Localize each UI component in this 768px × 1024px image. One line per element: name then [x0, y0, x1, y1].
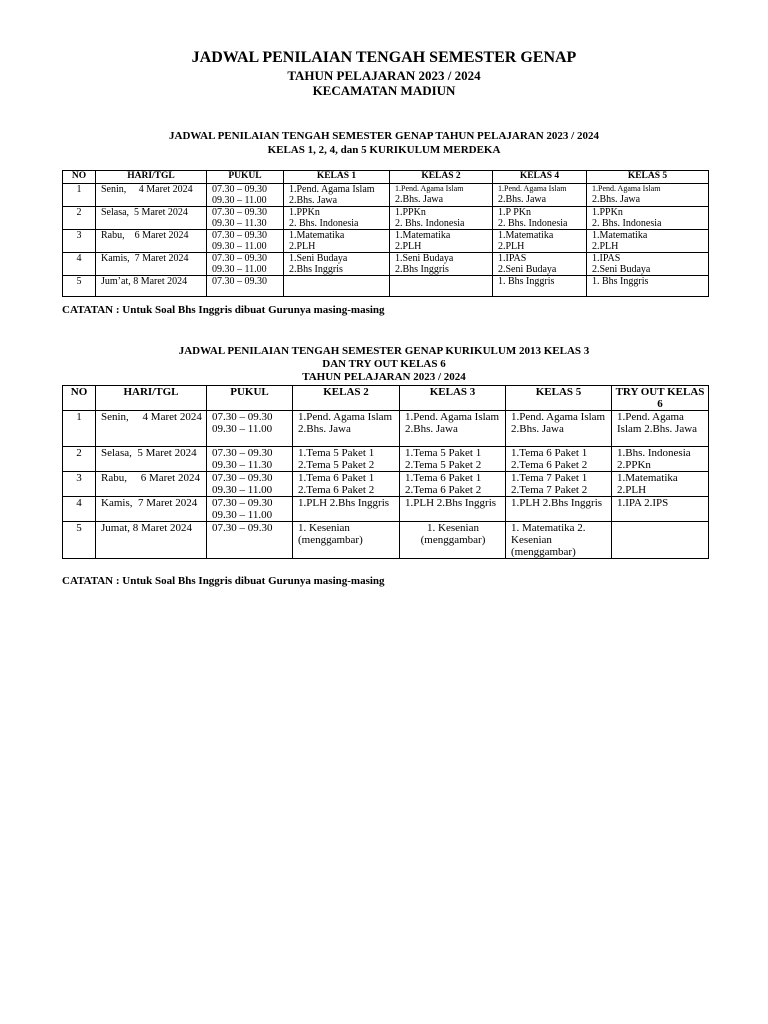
cell-subject-k5: 1.Tema 6 Paket 1 2.Tema 6 Paket 2 — [506, 447, 612, 472]
cell-subject-k3: 1.PLH 2.Bhs Inggris — [400, 497, 506, 522]
cell-no: 2 — [63, 207, 96, 230]
time-start: 07.30 – 09.30 — [212, 253, 267, 264]
cell-subject-k2 — [390, 253, 493, 276]
subject-line: 2.PLH — [498, 241, 525, 252]
section1-note: CATATAN : Untuk Soal Bhs Inggris dibuat Gurunya masing-masing — [62, 304, 385, 316]
cell-subject-k2: 1.Tema 6 Paket 1 2.Tema 6 Paket 2 — [293, 472, 400, 497]
column-header: KELAS 2 — [390, 171, 493, 184]
time-start: 07.30 – 09.30 — [212, 230, 267, 241]
time-next: 09.30 – 11.00 — [212, 241, 267, 252]
subject-line: 2. Bhs. Indonesia — [498, 218, 568, 229]
cell-subject-k5 — [587, 230, 709, 253]
cell-subject-k4 — [493, 230, 587, 253]
subject-line: 1.IPAS — [592, 253, 621, 264]
cell-time — [207, 184, 284, 207]
cell-day: Selasa, 5 Maret 2024 — [96, 447, 207, 472]
subject-line: 1.Seni Budaya — [289, 253, 348, 264]
subject-line: 2.Seni Budaya — [498, 264, 557, 275]
column-header: PUKUL — [207, 386, 293, 411]
subject-line: 2. Bhs. Indonesia — [289, 218, 359, 229]
cell-subject-k2 — [390, 230, 493, 253]
cell-subject-k2 — [390, 207, 493, 230]
column-header: KELAS 4 — [493, 171, 587, 184]
time-start: 07.30 – 09.30 — [212, 522, 273, 534]
cell-day: Selasa, 5 Maret 2024 — [96, 207, 207, 230]
time-start: 07.30 – 09.30 — [212, 472, 273, 484]
subject-line: 2.Bhs. Jawa — [498, 194, 547, 205]
time-start: 07.30 – 09.30 — [212, 276, 267, 287]
cell-subject-k5 — [587, 207, 709, 230]
column-header: TRY OUT KELAS 6 — [612, 386, 709, 411]
cell-time — [207, 230, 284, 253]
subject-line: 1.Pend. Agama Islam — [498, 184, 567, 193]
cell-no: 3 — [63, 230, 96, 253]
subject-line: 2.PLH — [289, 241, 316, 252]
table-row — [63, 472, 709, 497]
column-header: NO — [63, 386, 96, 411]
subject-line: 1.Seni Budaya — [395, 253, 454, 264]
cell-subject-k3: 1.Pend. Agama Islam 2.Bhs. Jawa — [400, 411, 506, 447]
subject-line: 1. Bhs Inggris — [592, 276, 649, 287]
subject-line: 1.Matematika — [395, 230, 451, 241]
cell-no: 4 — [63, 497, 96, 522]
subject-line: 2.Bhs Inggris — [289, 264, 343, 275]
cell-subject-k1 — [284, 230, 390, 253]
cell-subject-k5: 1.PLH 2.Bhs Inggris — [506, 497, 612, 522]
cell-no: 3 — [63, 472, 96, 497]
cell-subject-k1 — [284, 276, 390, 297]
table-row — [63, 497, 709, 522]
cell-subject-k6: 1.Matematika 2.PLH — [612, 472, 709, 497]
subject-line: 1.Matematika — [289, 230, 345, 241]
subject-line: 1.PPKn — [289, 207, 320, 218]
cell-day: Rabu, 6 Maret 2024 — [96, 230, 207, 253]
cell-subject-k6 — [612, 522, 709, 559]
cell-subject-k1 — [284, 184, 390, 207]
subject-line: 1.Matematika — [592, 230, 648, 241]
subject-line: 1.Pend. Agama Islam — [289, 184, 375, 195]
cell-subject-k6: 1.Pend. Agama Islam 2.Bhs. Jawa — [612, 411, 709, 447]
section2-title: JADWAL PENILAIAN TENGAH SEMESTER GENAP KURIKULUM 2013 KELAS 3 — [178, 345, 590, 357]
column-header: NO — [63, 171, 96, 184]
cell-subject-k4 — [493, 276, 587, 297]
column-header: HARI/TGL — [96, 171, 207, 184]
cell-day: Kamis, 7 Maret 2024 — [96, 497, 207, 522]
subject-line: 2.PLH — [395, 241, 422, 252]
subject-line: 1.Pend. Agama Islam — [395, 184, 464, 193]
section2-note: CATATAN : Untuk Soal Bhs Inggris dibuat Gurunya masing-masing — [62, 575, 385, 587]
cell-subject-k6: 1.IPA 2.IPS — [612, 497, 709, 522]
table-row — [63, 253, 709, 276]
cell-subject-k4 — [493, 207, 587, 230]
time-next: 09.30 – 11.00 — [212, 264, 267, 275]
time-next: 09.30 – 11.30 — [212, 218, 267, 229]
cell-subject-k5 — [587, 184, 709, 207]
subject-line: 1. Bhs Inggris — [498, 276, 555, 287]
table-row — [63, 447, 709, 472]
cell-no: 2 — [63, 447, 96, 472]
subject-line: 1.PPKn — [592, 207, 623, 218]
table-header-row — [63, 171, 709, 184]
column-header: KELAS 5 — [587, 171, 709, 184]
time-next: 09.30 – 11.00 — [212, 423, 273, 435]
time-next: 09.30 – 11.00 — [212, 195, 267, 206]
subject-line: 2.Bhs. Jawa — [289, 195, 338, 206]
cell-subject-k2: 1.PLH 2.Bhs Inggris — [293, 497, 400, 522]
cell-subject-k1 — [284, 207, 390, 230]
cell-time — [207, 207, 284, 230]
cell-day: Jum’at, 8 Maret 2024 — [96, 276, 207, 297]
table-row — [63, 207, 709, 230]
cell-day: Senin, 4 Maret 2024 — [96, 184, 207, 207]
subject-line: 1.PPKn — [395, 207, 426, 218]
cell-subject-k3: 1. Kesenian (menggambar) — [400, 522, 506, 559]
cell-subject-k5 — [587, 276, 709, 297]
cell-day: Kamis, 7 Maret 2024 — [96, 253, 207, 276]
column-header: KELAS 2 — [293, 386, 400, 411]
cell-time — [207, 253, 284, 276]
cell-subject-k2: 1. Kesenian (menggambar) — [293, 522, 400, 559]
table-row — [63, 522, 709, 559]
subject-line: 2. Bhs. Indonesia — [395, 218, 465, 229]
subject-line: 2.Bhs. Jawa — [395, 194, 444, 205]
column-header: HARI/TGL — [96, 386, 207, 411]
cell-no: 1 — [63, 184, 96, 207]
cell-time — [207, 447, 293, 472]
cell-time — [207, 472, 293, 497]
document-title: JADWAL PENILAIAN TENGAH SEMESTER GENAP — [191, 49, 577, 66]
cell-subject-k3: 1.Tema 5 Paket 1 2.Tema 5 Paket 2 — [400, 447, 506, 472]
cell-no: 4 — [63, 253, 96, 276]
table-header-row — [63, 386, 709, 411]
subject-line: 1.Matematika — [498, 230, 554, 241]
cell-day: Rabu, 6 Maret 2024 — [96, 472, 207, 497]
time-next: 09.30 – 11.00 — [212, 509, 273, 521]
subject-line: 2.Bhs. Jawa — [592, 194, 641, 205]
section1-subtitle: KELAS 1, 2, 4, dan 5 KURIKULUM MERDEKA — [267, 144, 501, 156]
time-start: 07.30 – 09.30 — [212, 447, 273, 459]
subject-line: 2.Seni Budaya — [592, 264, 651, 275]
column-header: KELAS 5 — [506, 386, 612, 411]
time-start: 07.30 – 09.30 — [212, 207, 267, 218]
cell-time — [207, 411, 293, 447]
cell-subject-k6: 1.Bhs. Indonesia 2.PPKn — [612, 447, 709, 472]
cell-subject-k5: 1.Tema 7 Paket 1 2.Tema 7 Paket 2 — [506, 472, 612, 497]
cell-day: Jumat, 8 Maret 2024 — [96, 522, 207, 559]
schedule-table-k13 — [62, 385, 709, 559]
cell-subject-k2: 1.Tema 5 Paket 1 2.Tema 5 Paket 2 — [293, 447, 400, 472]
subject-line: 1.Pend. Agama Islam — [592, 184, 661, 193]
document-district: KECAMATAN MADIUN — [312, 83, 456, 98]
cell-day: Senin, 4 Maret 2024 — [96, 411, 207, 447]
subject-line: 2. Bhs. Indonesia — [592, 218, 662, 229]
table-row — [63, 411, 709, 447]
cell-no: 1 — [63, 411, 96, 447]
section2-year: TAHUN PELAJARAN 2023 / 2024 — [302, 371, 466, 383]
cell-subject-k5 — [587, 253, 709, 276]
time-start: 07.30 – 09.30 — [212, 184, 267, 195]
cell-time — [207, 497, 293, 522]
cell-subject-k4 — [493, 184, 587, 207]
table-row — [63, 230, 709, 253]
section1-title: JADWAL PENILAIAN TENGAH SEMESTER GENAP TAHUN PELAJARAN 2023 / 2024 — [169, 130, 599, 142]
table-row — [63, 276, 709, 297]
section2-title-line2: DAN TRY OUT KELAS 6 — [322, 358, 446, 370]
cell-subject-k2: 1.Pend. Agama Islam 2.Bhs. Jawa — [293, 411, 400, 447]
time-start: 07.30 – 09.30 — [212, 497, 273, 509]
cell-subject-k1 — [284, 253, 390, 276]
cell-time — [207, 522, 293, 559]
subject-line: 2.PLH — [592, 241, 619, 252]
cell-no: 5 — [63, 276, 96, 297]
column-header: PUKUL — [207, 171, 284, 184]
cell-no: 5 — [63, 522, 96, 559]
cell-subject-k3: 1.Tema 6 Paket 1 2.Tema 6 Paket 2 — [400, 472, 506, 497]
time-next: 09.30 – 11.30 — [212, 459, 273, 471]
cell-time — [207, 276, 284, 297]
subject-line: 1.P PKn — [498, 207, 531, 218]
subject-line: 2.Bhs Inggris — [395, 264, 449, 275]
column-header: KELAS 1 — [284, 171, 390, 184]
cell-subject-k5: 1.Pend. Agama Islam 2.Bhs. Jawa — [506, 411, 612, 447]
time-next: 09.30 – 11.00 — [212, 484, 273, 496]
subject-line: 1.IPAS — [498, 253, 527, 264]
cell-subject-k2 — [390, 276, 493, 297]
cell-subject-k5: 1. Matematika 2. Kesenian (menggambar) — [506, 522, 612, 559]
time-start: 07.30 – 09.30 — [212, 411, 273, 423]
cell-subject-k2 — [390, 184, 493, 207]
cell-subject-k4 — [493, 253, 587, 276]
schedule-table-merdeka — [62, 170, 709, 297]
column-header: KELAS 3 — [400, 386, 506, 411]
table-row — [63, 184, 709, 207]
document-year: TAHUN PELAJARAN 2023 / 2024 — [287, 68, 481, 83]
